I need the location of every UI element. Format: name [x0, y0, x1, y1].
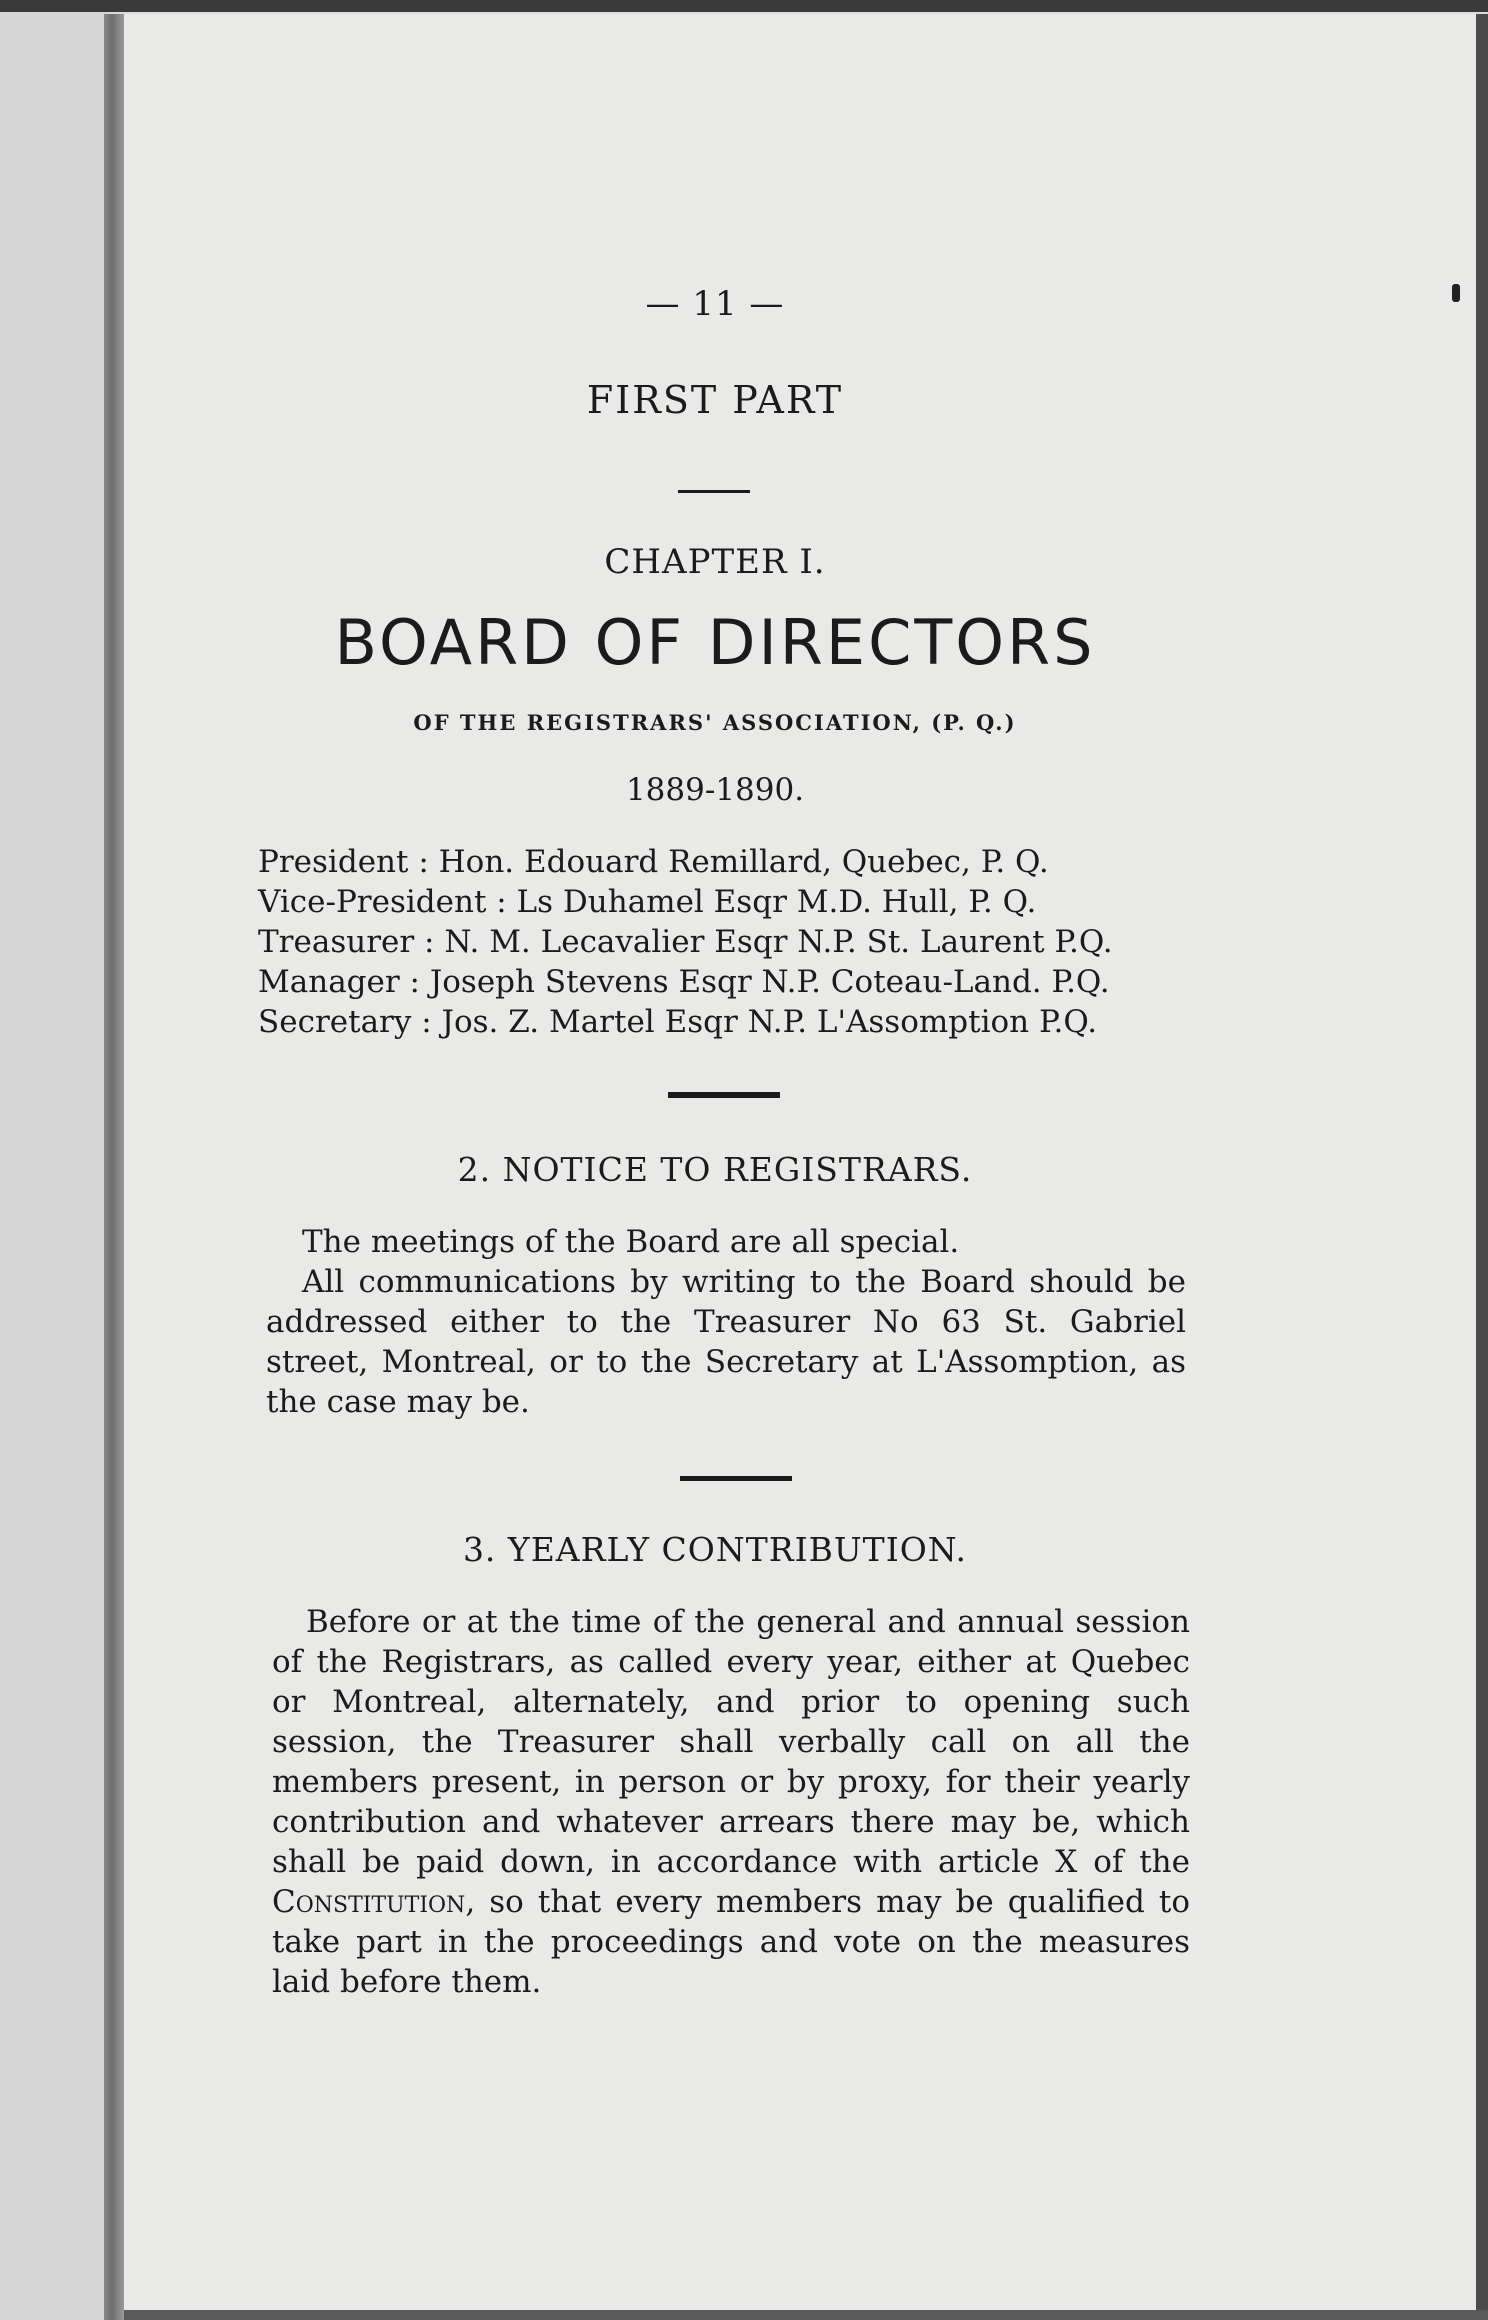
divider-rule: [678, 490, 750, 493]
association-subtitle: OF THE REGISTRARS' ASSOCIATION, (P. Q.): [413, 710, 1017, 735]
officers-list: [258, 842, 1208, 1042]
officer-role: President :: [258, 844, 429, 880]
contribution-heading: 3. YEARLY CONTRIBUTION.: [462, 1530, 968, 1569]
scan-right-edge: [1476, 14, 1488, 2320]
scan-top-edge: [0, 0, 1488, 12]
chapter-heading: CHAPTER I.: [604, 542, 826, 582]
officer-row: [258, 842, 1208, 882]
officer-name: Hon. Edouard Remillard, Quebec, P. Q.: [428, 844, 1049, 880]
part-title: FIRST PART: [586, 378, 844, 422]
contribution-text-after: , so that every members may be qualified to take part in the proceedings and vote on the measures laid before them.: [272, 1884, 1190, 2000]
officer-row: [258, 1002, 1208, 1042]
term-years: 1889-1890.: [625, 772, 805, 808]
officer-name: N. M. Lecavalier Esqr N.P. St. Laurent P.Q.: [434, 924, 1113, 960]
notice-paragraph-1: The meetings of the Board are all special.: [302, 1224, 960, 1260]
divider-rule: [680, 1476, 792, 1481]
notice-paragraph-2: All communications by writing to the Board should be addressed either to the Treasurer No 63 St. Gabriel street, Montreal, or to the Secretary at L'Assomption, as the case may be.: [266, 1264, 1186, 1420]
contribution-text-before: Before or at the time of the general and annual session of the Registrars, as called every year, either at Quebec or Montreal, alternately, and prior to opening such session, the Treasurer shall verbally call on all the members present, in person or by proxy, for their yearly contribution and whatever arrears there may be, which shall be paid down, in accordance with article X of the: [272, 1604, 1190, 1880]
officer-role: Manager :: [258, 964, 420, 1000]
officer-role: Secretary :: [258, 1004, 432, 1040]
divider-rule: [668, 1092, 780, 1098]
notice-heading: 2. NOTICE TO REGISTRARS.: [457, 1150, 973, 1189]
constitution-reference: Constitution: [272, 1884, 466, 1920]
officer-row: [258, 962, 1208, 1002]
book-gutter: [104, 14, 124, 2320]
officer-row: [258, 922, 1208, 962]
page-number: — 11 —: [645, 284, 785, 324]
officer-role: Vice-President :: [258, 884, 507, 920]
facing-page-edge: [0, 12, 110, 2320]
scan-bottom-edge: [124, 2310, 1488, 2320]
officer-role: Treasurer :: [258, 924, 435, 960]
officer-name: Joseph Stevens Esqr N.P. Coteau-Land. P.Q.: [419, 964, 1110, 1000]
ink-smudge: [1452, 284, 1460, 302]
officer-row: [258, 882, 1208, 922]
officer-name: Jos. Z. Martel Esqr N.P. L'Assomption P.Q.: [431, 1004, 1098, 1040]
officer-name: Ls Duhamel Esqr M.D. Hull, P. Q.: [506, 884, 1037, 920]
contribution-paragraph: [272, 1602, 1190, 2002]
board-title: BOARD OF DIRECTORS: [334, 606, 1096, 679]
